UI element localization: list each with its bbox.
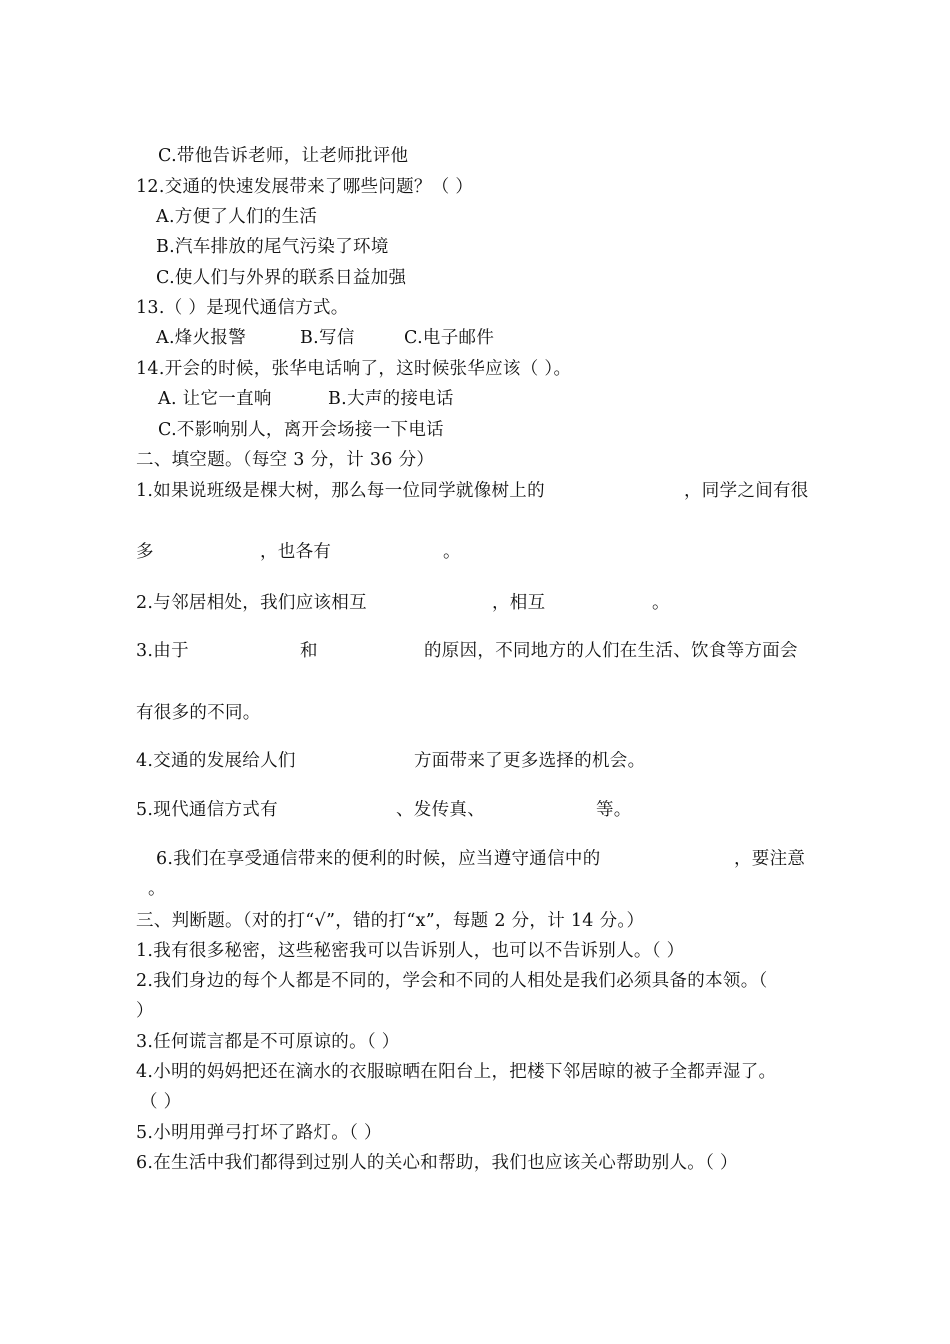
judge-q6: 6.在生活中我们都得到过别人的关心和帮助，我们也应该关心帮助别人。（ ）: [136, 1153, 738, 1173]
q13-option-c: C.电子邮件: [404, 328, 495, 348]
q14-option-a: A. 让它一直响: [158, 389, 272, 409]
fill-q6-part3: 。: [148, 879, 166, 899]
judge-q2: 2.我们身边的每个人都是不同的，学会和不同的人相处是我们必须具备的本领。（: [136, 971, 768, 991]
q12-option-c: C.使人们与外界的联系日益加强: [156, 268, 407, 288]
fill-q1-part4: ，也各有: [260, 542, 332, 562]
q14-stem: 14.开会的时候，张华电话响了，这时候张华应该（ ）。: [136, 359, 572, 379]
q11-option-c: C.带他告诉老师，让老师批评他: [158, 146, 409, 166]
q14-option-c: C.不影响别人，离开会场接一下电话: [158, 420, 444, 440]
fill-q6-part1: 6.我们在享受通信带来的便利的时候，应当遵守通信中的: [156, 849, 601, 869]
q12-option-a: A.方便了人们的生活: [156, 207, 318, 227]
fill-q5-part2: 、发传真、: [396, 800, 485, 820]
fill-q2-part1: 2.与邻居相处，我们应该相互: [136, 593, 367, 613]
fill-q5-part1: 5.现代通信方式有: [136, 800, 278, 820]
q14-option-b: B.大声的接电话: [328, 389, 454, 409]
judge-q4-cont: （ ）: [140, 1092, 182, 1112]
fill-q3-part3: 的原因，不同地方的人们在生活、饮食等方面会: [424, 641, 798, 661]
fill-q1-part1: 1.如果说班级是棵大树，那么每一位同学就像树上的: [136, 481, 545, 501]
q12-option-b: B.汽车排放的尾气污染了环境: [156, 237, 389, 257]
section3-heading: 三、判断题。（对的打“√”，错的打“x”，每题 2 分，计 14 分。）: [136, 911, 645, 931]
judge-q1: 1.我有很多秘密，这些秘密我可以告诉别人，也可以不告诉别人。（ ）: [136, 941, 685, 961]
q13-option-a: A.烽火报警: [156, 328, 247, 348]
judge-q3: 3.任何谎言都是不可原谅的。（ ）: [136, 1032, 400, 1052]
section2-heading: 二、填空题。（每空 3 分，计 36 分）: [136, 450, 435, 470]
judge-q5: 5.小明用弹弓打坏了路灯。（ ）: [136, 1123, 382, 1143]
q13-stem: 13.（ ）是现代通信方式。: [136, 298, 349, 318]
fill-q1-part3: 多: [136, 542, 154, 562]
fill-q4-part2: 方面带来了更多选择的机会。: [414, 751, 646, 771]
fill-q4-part1: 4.交通的发展给人们: [136, 751, 296, 771]
q12-stem: 12.交通的快速发展带来了哪些问题？（ ）: [136, 177, 474, 197]
fill-q1-part5: 。: [443, 542, 461, 562]
fill-q3-part2: 和: [300, 641, 318, 661]
fill-q1-part2: ，同学之间有很: [684, 481, 809, 501]
fill-q6-part2: ，要注意: [734, 849, 806, 869]
fill-q3-part1: 3.由于: [136, 641, 189, 661]
fill-q2-part3: 。: [652, 593, 670, 613]
q13-option-b: B.写信: [300, 328, 355, 348]
judge-q4: 4.小明的妈妈把还在滴水的衣服晾晒在阳台上，把楼下邻居晾的被子全都弄湿了。: [136, 1062, 777, 1082]
judge-q2-cont: ）: [136, 1001, 154, 1021]
fill-q3-part4: 有很多的不同。: [136, 703, 261, 723]
fill-q5-part3: 等。: [596, 800, 632, 820]
fill-q2-part2: ，相互: [492, 593, 546, 613]
